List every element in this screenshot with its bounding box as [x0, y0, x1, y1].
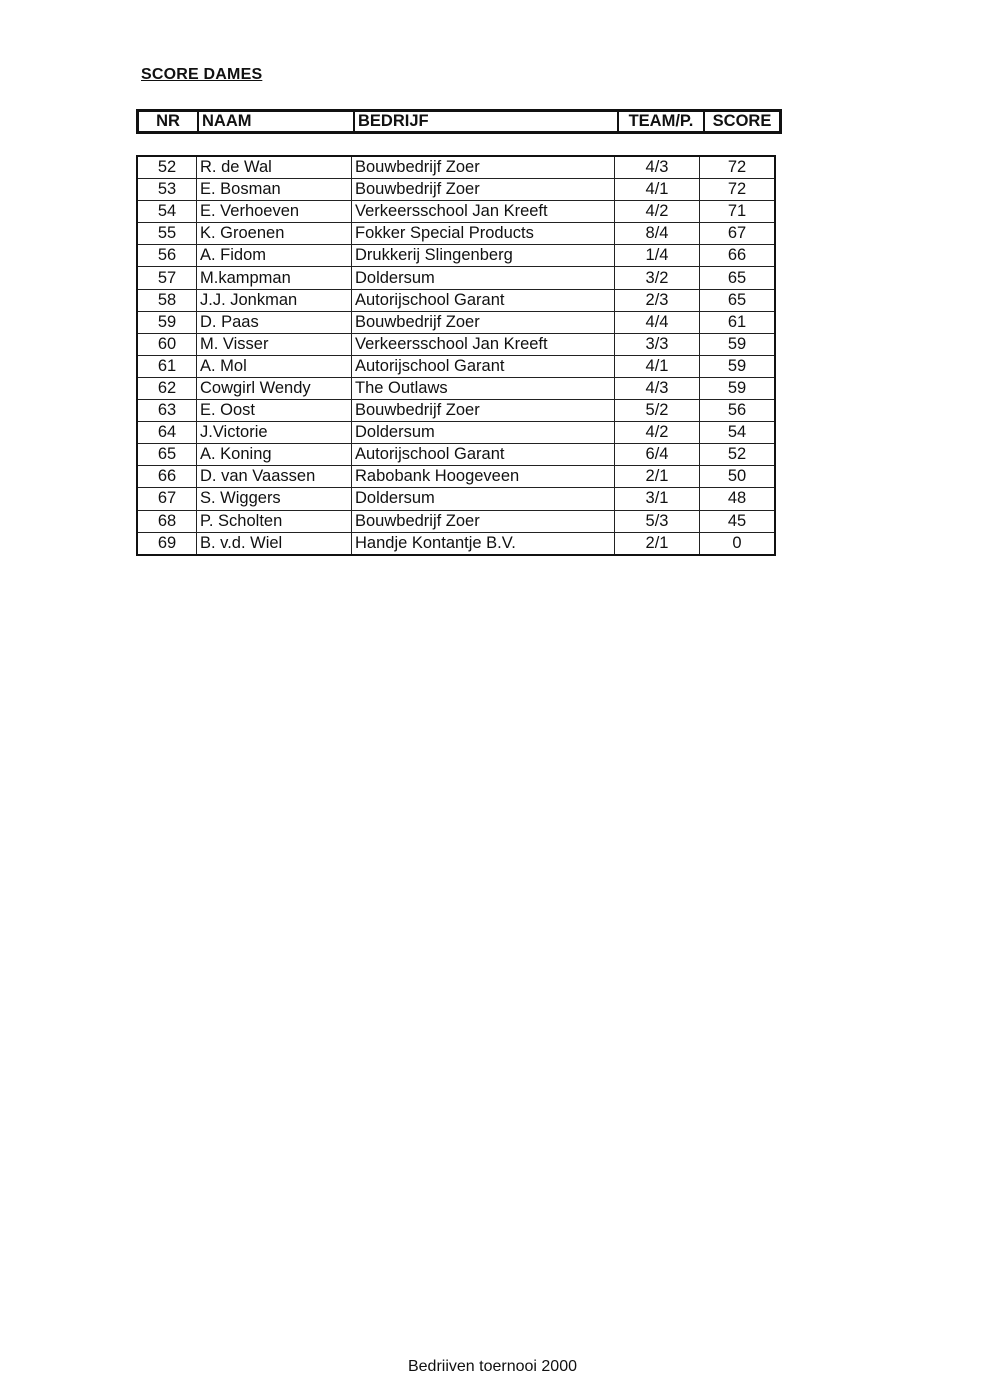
- cell-score: 72: [700, 156, 776, 179]
- cell-score: 52: [700, 444, 776, 466]
- cell-team: 3/3: [615, 333, 700, 355]
- cell-team: 2/1: [615, 532, 700, 555]
- cell-bedrijf: Autorijschool Garant: [352, 289, 615, 311]
- table-row: [137, 223, 775, 245]
- cell-bedrijf: Doldersum: [352, 422, 615, 444]
- cell-score: 65: [700, 267, 776, 289]
- cell-team: 3/2: [615, 267, 700, 289]
- cell-team: 2/3: [615, 289, 700, 311]
- cell-naam: M. Visser: [197, 333, 352, 355]
- header-nr: NR: [138, 111, 199, 133]
- cell-nr: 59: [137, 311, 197, 333]
- table-row: [137, 400, 775, 422]
- cell-nr: 69: [137, 532, 197, 555]
- table-row: [137, 488, 775, 510]
- table-row: [137, 156, 775, 179]
- table-row: [137, 289, 775, 311]
- cell-team: 2/1: [615, 466, 700, 488]
- cell-bedrijf: Bouwbedrijf Zoer: [352, 400, 615, 422]
- cell-score: 56: [700, 400, 776, 422]
- table-row: [137, 355, 775, 377]
- table-row: [137, 245, 775, 267]
- cell-nr: 56: [137, 245, 197, 267]
- cell-naam: A. Fidom: [197, 245, 352, 267]
- cell-bedrijf: Rabobank Hoogeveen: [352, 466, 615, 488]
- table-row: [137, 510, 775, 532]
- cell-team: 3/1: [615, 488, 700, 510]
- cell-naam: D. van Vaassen: [197, 466, 352, 488]
- table-row: [137, 422, 775, 444]
- cell-score: 54: [700, 422, 776, 444]
- cell-nr: 55: [137, 223, 197, 245]
- cell-team: 4/1: [615, 355, 700, 377]
- cell-bedrijf: Autorijschool Garant: [352, 444, 615, 466]
- table-row: [137, 444, 775, 466]
- table-row: [137, 377, 775, 399]
- cell-team: 5/3: [615, 510, 700, 532]
- cell-naam: E. Bosman: [197, 179, 352, 201]
- cell-team: 5/2: [615, 400, 700, 422]
- table-row: [137, 311, 775, 333]
- cell-bedrijf: Verkeersschool Jan Kreeft: [352, 201, 615, 223]
- cell-team: 6/4: [615, 444, 700, 466]
- cell-score: 65: [700, 289, 776, 311]
- header-row: [138, 111, 781, 133]
- cell-naam: P. Scholten: [197, 510, 352, 532]
- cell-score: 50: [700, 466, 776, 488]
- cell-nr: 53: [137, 179, 197, 201]
- cell-nr: 67: [137, 488, 197, 510]
- cell-score: 67: [700, 223, 776, 245]
- cell-nr: 57: [137, 267, 197, 289]
- cell-nr: 66: [137, 466, 197, 488]
- cell-bedrijf: Bouwbedrijf Zoer: [352, 179, 615, 201]
- cell-score: 61: [700, 311, 776, 333]
- cell-team: 4/1: [615, 179, 700, 201]
- cell-bedrijf: Drukkerij Slingenberg: [352, 245, 615, 267]
- cell-nr: 65: [137, 444, 197, 466]
- cell-nr: 54: [137, 201, 197, 223]
- cell-team: 4/2: [615, 422, 700, 444]
- score-table: [136, 155, 776, 556]
- cell-naam: J.J. Jonkman: [197, 289, 352, 311]
- page-title: SCORE DAMES: [141, 66, 263, 83]
- cell-nr: 58: [137, 289, 197, 311]
- cell-bedrijf: Handje Kontantje B.V.: [352, 532, 615, 555]
- cell-naam: R. de Wal: [197, 156, 352, 179]
- cell-nr: 61: [137, 355, 197, 377]
- cell-naam: A. Koning: [197, 444, 352, 466]
- table-row: [137, 179, 775, 201]
- cell-score: 59: [700, 377, 776, 399]
- cell-nr: 52: [137, 156, 197, 179]
- cell-naam: J.Victorie: [197, 422, 352, 444]
- header-team: TEAM/P.: [618, 111, 704, 133]
- table-row: [137, 267, 775, 289]
- cell-score: 0: [700, 532, 776, 555]
- cell-naam: Cowgirl Wendy: [197, 377, 352, 399]
- cell-score: 45: [700, 510, 776, 532]
- cell-bedrijf: Bouwbedrijf Zoer: [352, 156, 615, 179]
- cell-naam: B. v.d. Wiel: [197, 532, 352, 555]
- cell-nr: 64: [137, 422, 197, 444]
- table-row: [137, 466, 775, 488]
- cell-team: 4/3: [615, 156, 700, 179]
- cell-team: 8/4: [615, 223, 700, 245]
- cell-naam: E. Oost: [197, 400, 352, 422]
- cell-naam: D. Paas: [197, 311, 352, 333]
- cell-score: 48: [700, 488, 776, 510]
- table-row: [137, 333, 775, 355]
- cell-team: 4/2: [615, 201, 700, 223]
- cell-naam: A. Mol: [197, 355, 352, 377]
- header-score: SCORE: [712, 112, 772, 130]
- cell-bedrijf: Autorijschool Garant: [352, 355, 615, 377]
- cell-naam: M.kampman: [197, 267, 352, 289]
- cell-team: 1/4: [615, 245, 700, 267]
- cell-naam: K. Groenen: [197, 223, 352, 245]
- score-table-body: [137, 156, 775, 555]
- header-bedrijf: BEDRIJF: [354, 111, 618, 133]
- table-row: [137, 201, 775, 223]
- cell-score: 59: [700, 333, 776, 355]
- footer-text: Bedriiven toernooi 2000: [407, 1358, 577, 1375]
- cell-score: 59: [700, 355, 776, 377]
- cell-score: 71: [700, 201, 776, 223]
- cell-team: 4/3: [615, 377, 700, 399]
- cell-bedrijf: Doldersum: [352, 488, 615, 510]
- cell-bedrijf: Bouwbedrijf Zoer: [352, 311, 615, 333]
- table-row: [137, 532, 775, 555]
- cell-nr: 60: [137, 333, 197, 355]
- cell-naam: S. Wiggers: [197, 488, 352, 510]
- header-naam: NAAM: [198, 111, 354, 133]
- cell-nr: 68: [137, 510, 197, 532]
- cell-bedrijf: The Outlaws: [352, 377, 615, 399]
- cell-bedrijf: Bouwbedrijf Zoer: [352, 510, 615, 532]
- cell-naam: E. Verhoeven: [197, 201, 352, 223]
- cell-bedrijf: Fokker Special Products: [352, 223, 615, 245]
- cell-score: 72: [700, 179, 776, 201]
- cell-bedrijf: Verkeersschool Jan Kreeft: [352, 333, 615, 355]
- cell-bedrijf: Doldersum: [352, 267, 615, 289]
- table-header: [136, 109, 782, 134]
- cell-nr: 62: [137, 377, 197, 399]
- cell-nr: 63: [137, 400, 197, 422]
- cell-team: 4/4: [615, 311, 700, 333]
- cell-score: 66: [700, 245, 776, 267]
